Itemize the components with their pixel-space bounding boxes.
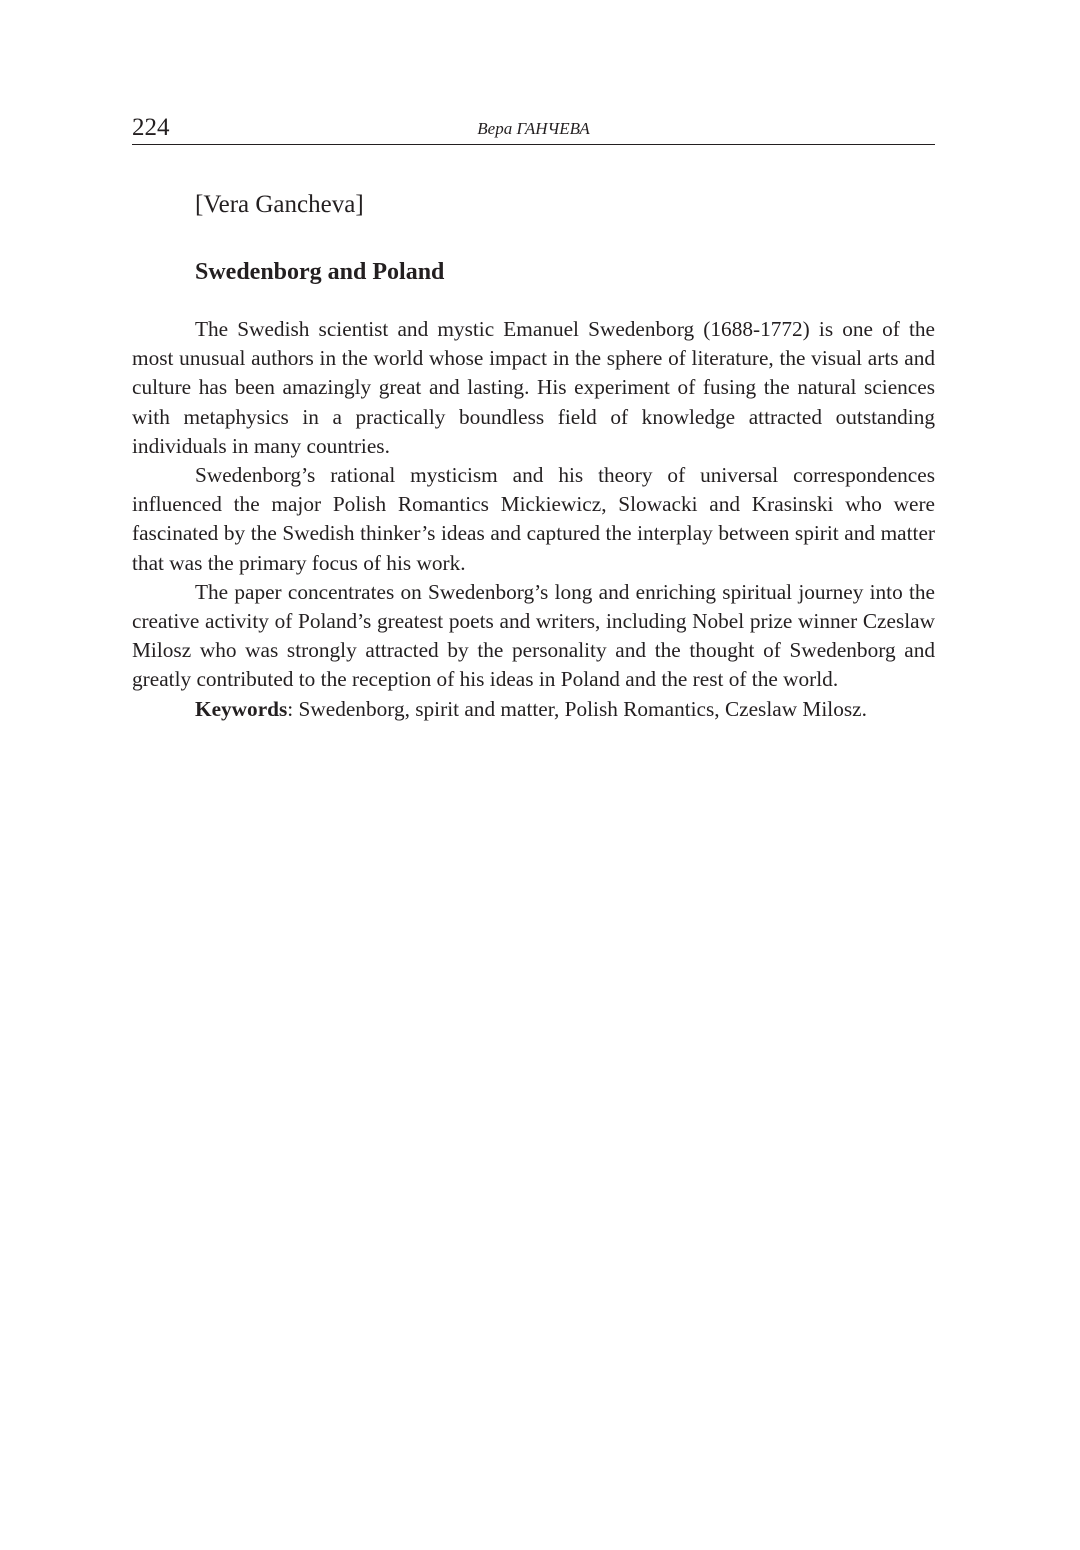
article-title: Swedenborg and Poland [195,259,445,285]
keywords-list: : Swedenborg, spirit and matter, Polish Romantics, Czeslaw Milosz. [287,696,867,721]
abstract-paragraph: The paper concentrates on Swedenborg’s long and enriching spiritual journey into the creative activity of Poland’s greatest poets and writers, including Nobel prize winner Czeslaw Milosz who was strongly attracted by the personality and the thought of Swedenborg and greatly contributed to the reception of his ideas in Poland and the rest of the world. [132,579,935,692]
keywords-label: Keywords [195,696,288,721]
running-head [132,112,935,145]
author-name: [Vera Gancheva] [195,191,364,218]
page-number: 224 [132,114,170,141]
abstract-paragraph: Swedenborg’s rational mysticism and his theory of universal correspondences influenced the major Polish Romantics Mickiewicz, Slowacki and Krasinski who were fascinated by the Swedish thinker’s ideas and captured the interplay between spirit and matter that was the primary focus of his work. [132,463,935,575]
abstract-paragraph: The Swedish scientist and mystic Emanuel Swedenborg (1688-1772) is one of the most unusual authors in the world whose impact in the sphere of literature, the visual arts and culture has been amazingly great and lasting. His experiment of fusing the natural sciences with metaphysics in a practically boundless field of knowledge attracted outstanding individuals in many countries. [132,317,935,458]
running-author: Вера ГАНЧЕВА [477,119,590,138]
keywords-paragraph [132,695,935,724]
abstract [132,315,935,724]
